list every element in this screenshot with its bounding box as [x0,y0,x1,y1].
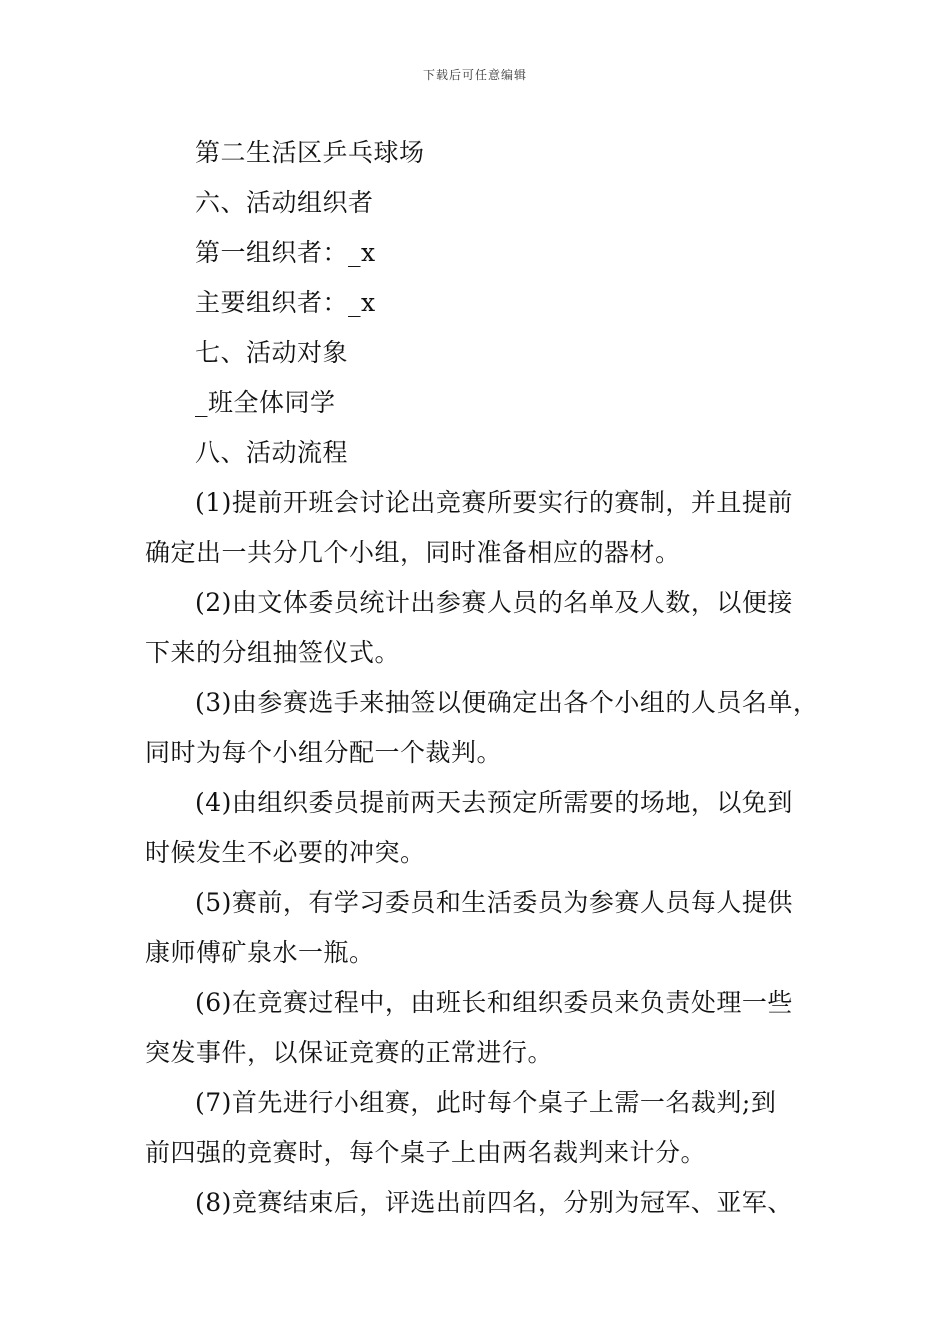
list-item-6: (6)在竞赛过程中，由班长和组织委员来负责处理一些 [195,988,793,1017]
list-item-3-cont: 同时为每个小组分配一个裁判。 [145,738,503,767]
list-item-1: (1)提前开班会讨论出竞赛所要实行的赛制，并且提前 [195,488,793,517]
list-item-6-cont: 突发事件，以保证竞赛的正常进行。 [145,1038,554,1067]
list-item-8: (8)竞赛结束后，评选出前四名，分别为冠军、亚军、 [195,1188,793,1217]
text-line: _班全体同学 [195,388,336,417]
text-line: 主要组织者：_x [195,288,376,317]
list-item-7: (7)首先进行小组赛，此时每个桌子上需一名裁判;到 [195,1088,777,1117]
text-line: 第二生活区乒乓球场 [195,138,425,167]
document-body [145,128,819,1228]
page-header: 下载后可任意编辑 [422,68,527,82]
section-heading: 六、活动组织者 [195,188,374,217]
section-heading: 八、活动流程 [195,438,349,467]
list-item-4: (4)由组织委员提前两天去预定所需要的场地，以免到 [195,788,793,817]
section-heading: 七、活动对象 [195,338,349,367]
list-item-7-cont: 前四强的竞赛时，每个桌子上由两名裁判来计分。 [145,1138,707,1167]
list-item-3: (3)由参赛选手来抽签以便确定出各个小组的人员名单， [195,688,819,717]
list-item-2: (2)由文体委员统计出参赛人员的名单及人数，以便接 [195,588,793,617]
list-item-2-cont: 下来的分组抽签仪式。 [145,638,401,667]
list-item-4-cont: 时候发生不必要的冲突。 [145,838,426,867]
list-item-1-cont: 确定出一共分几个小组，同时准备相应的器材。 [145,538,681,567]
text-line: 第一组织者：_x [195,238,376,267]
list-item-5: (5)赛前，有学习委员和生活委员为参赛人员每人提供 [195,888,793,917]
list-item-5-cont: 康师傅矿泉水一瓶。 [145,938,375,967]
